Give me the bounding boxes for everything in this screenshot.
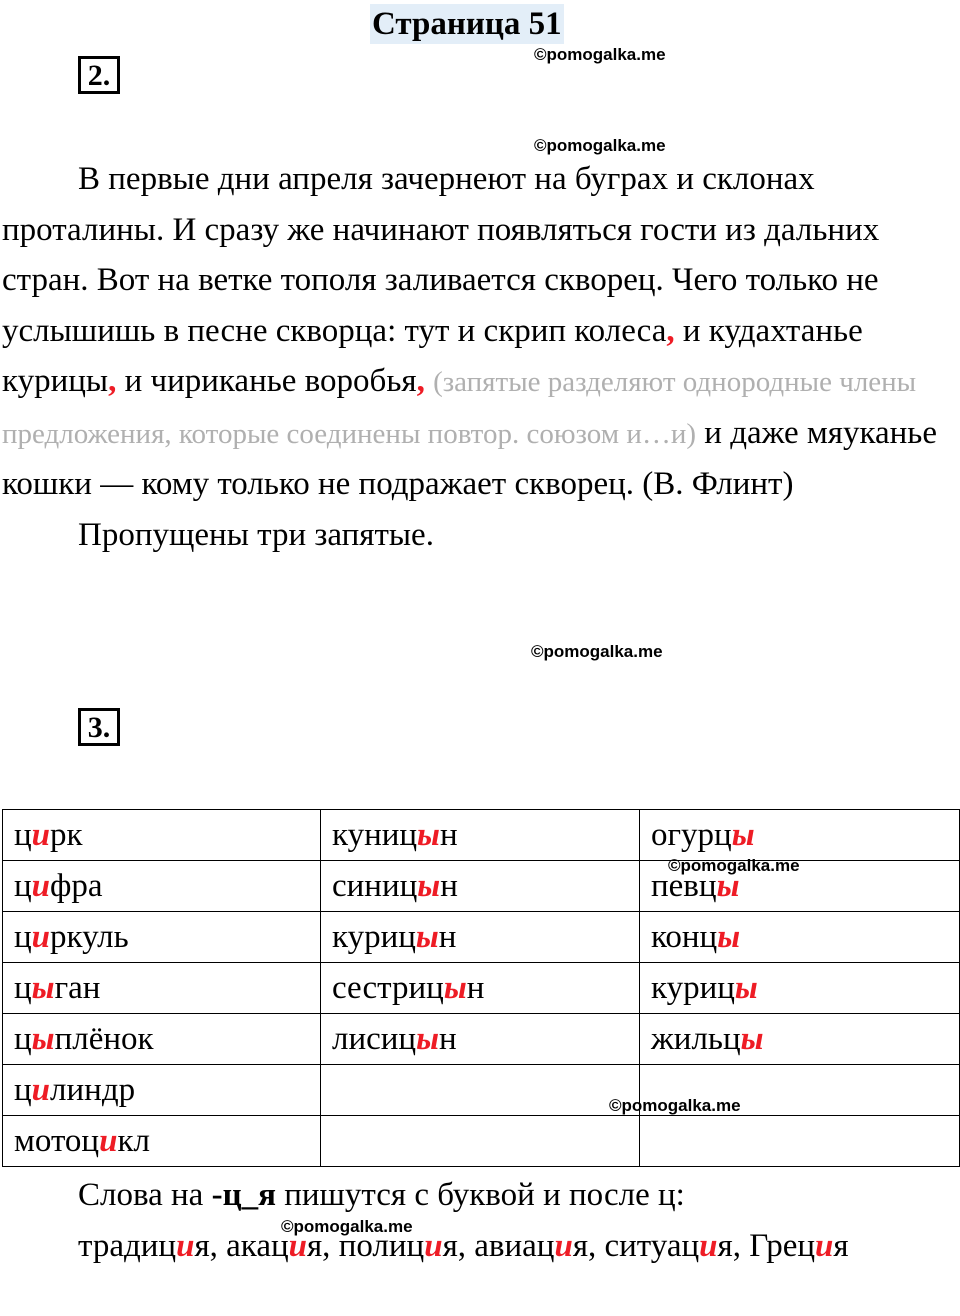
table-row	[3, 963, 960, 1014]
inserted-comma: ,	[108, 363, 117, 399]
highlighted-vowel: ы	[415, 919, 439, 955]
highlighted-vowel: ы	[716, 868, 740, 904]
exercise-2-text	[2, 154, 947, 560]
exercise-2-number: 2.	[78, 56, 120, 94]
explanation-note: (запятые разделяют однородные члены предложения, которые соединены повтор. союзом и…и)	[2, 366, 917, 450]
table-row	[3, 861, 960, 912]
word-part: н	[439, 1021, 457, 1057]
watermark: ©pomogalka.me	[531, 642, 663, 661]
watermark: ©pomogalka.me	[534, 136, 666, 155]
sentence-part: В первые дни апреля зачернеют на буграх и склонах проталины. И сразу же начинают появляться гости из дальних стран. Вот на ветке тополя заливается скворец. Чего только не услышишь в песне скворца: тут и скрип колеса	[2, 161, 880, 349]
highlighted-vowel: и	[31, 817, 51, 853]
examples-line	[2, 1221, 947, 1272]
word-part: жильц	[651, 1021, 741, 1057]
word-part: акац	[226, 1227, 289, 1264]
words-table	[2, 809, 960, 1167]
table-row	[3, 810, 960, 861]
rule-text: пишутся с буквой и после ц:	[275, 1177, 685, 1213]
highlighted-vowel: и	[699, 1227, 718, 1264]
word-part: я,	[717, 1227, 741, 1264]
word-part: я,	[442, 1227, 475, 1264]
exercise-3-number: 3.	[78, 708, 120, 746]
table-row	[3, 1116, 960, 1167]
word-part: ган	[54, 970, 101, 1006]
word-part: н	[466, 970, 485, 1006]
rule-text: Слова на	[78, 1177, 212, 1213]
word-cell	[3, 1065, 321, 1116]
highlighted-vowel: ы	[31, 970, 55, 1006]
word-part: полиц	[338, 1227, 425, 1264]
word-part: авиац	[474, 1227, 555, 1264]
highlighted-vowel: и	[31, 868, 51, 904]
word-cell	[321, 1065, 640, 1116]
word-part: традиц	[78, 1227, 177, 1264]
word-part: ситуац	[604, 1227, 700, 1264]
word-part: сестриц	[332, 970, 444, 1006]
word-part: я,	[194, 1227, 227, 1264]
word-cell	[321, 810, 640, 861]
word-part: певц	[651, 868, 717, 904]
word-part: лисиц	[332, 1021, 417, 1057]
word-part: ц	[14, 1021, 32, 1057]
word-cell	[3, 810, 321, 861]
word-cell	[640, 963, 960, 1014]
sentence-part: и кудахтанье курицы	[2, 312, 863, 399]
word-cell	[640, 810, 960, 861]
word-part: синиц	[332, 868, 418, 904]
word-part: куриц	[332, 919, 416, 955]
word-cell	[3, 861, 321, 912]
word-part: куниц	[332, 817, 418, 853]
word-part: ц	[14, 1072, 32, 1108]
word-part: линдр	[50, 1072, 136, 1108]
highlighted-vowel: и	[99, 1123, 118, 1159]
word-part: мотоц	[14, 1123, 100, 1159]
word-part: ц	[14, 868, 32, 904]
highlighted-vowel: ы	[740, 1021, 764, 1057]
word-part: конц	[651, 919, 718, 955]
watermark: ©pomogalka.me	[534, 45, 666, 64]
highlighted-vowel: и	[176, 1227, 195, 1264]
highlighted-vowel: ы	[417, 868, 441, 904]
word-cell	[321, 912, 640, 963]
word-cell	[321, 1014, 640, 1065]
word-part: огурц	[651, 817, 732, 853]
highlighted-vowel: ы	[734, 970, 758, 1006]
sentence-part: и чириканье воробья	[116, 363, 417, 399]
word-part: ц	[14, 970, 32, 1006]
inserted-comma: ,	[416, 363, 425, 399]
word-part: ц	[14, 919, 32, 955]
highlighted-vowel: и	[288, 1227, 307, 1264]
table-row	[3, 1065, 960, 1116]
exercise-2-answer: Пропущены три запятые.	[78, 516, 434, 553]
word-cell	[3, 912, 321, 963]
highlighted-vowel: ы	[443, 970, 467, 1006]
word-cell	[640, 1116, 960, 1167]
highlighted-vowel: и	[31, 919, 51, 955]
highlighted-vowel: ы	[731, 817, 755, 853]
word-part: фра	[50, 868, 103, 904]
table-row	[3, 1014, 960, 1065]
page-title: Страница 51	[372, 6, 562, 42]
word-cell	[321, 861, 640, 912]
highlighted-vowel: ы	[31, 1021, 55, 1057]
table-row	[3, 912, 960, 963]
word-cell	[321, 963, 640, 1014]
word-part: я,	[307, 1227, 339, 1264]
watermark: ©pomogalka.me	[668, 856, 800, 875]
inserted-comma: ,	[666, 312, 675, 349]
word-part: кл	[117, 1123, 150, 1159]
word-part: н	[438, 919, 457, 955]
word-part: куриц	[651, 970, 735, 1006]
highlighted-vowel: ы	[416, 1021, 440, 1057]
highlighted-vowel: и	[815, 1227, 834, 1264]
word-part: Грец	[740, 1227, 816, 1264]
highlighted-vowel: и	[424, 1227, 443, 1264]
rule-conclusion	[2, 1170, 947, 1271]
rule-suffix: -ц_я	[211, 1177, 276, 1213]
highlighted-vowel: и	[31, 1072, 51, 1108]
watermark: ©pomogalka.me	[281, 1217, 413, 1236]
word-cell	[640, 1014, 960, 1065]
exercise-2-paragraph	[2, 154, 947, 510]
word-cell	[3, 1014, 321, 1065]
word-cell	[640, 912, 960, 963]
word-cell	[321, 1116, 640, 1167]
watermark: ©pomogalka.me	[609, 1096, 741, 1115]
word-part: ц	[14, 817, 32, 853]
word-cell	[3, 1116, 321, 1167]
word-cell	[3, 963, 321, 1014]
rule-line	[2, 1170, 947, 1221]
word-part: ркуль	[50, 919, 129, 955]
sentence-part: и даже мяуканье кошки — кому только не подражает скворец. (В. Флинт)	[2, 414, 938, 502]
word-part: н	[440, 868, 458, 904]
word-part: н	[439, 817, 458, 853]
highlighted-vowel: ы	[417, 817, 440, 853]
word-part: рк	[50, 817, 83, 853]
highlighted-vowel: и	[554, 1227, 573, 1264]
word-part: я,	[572, 1227, 605, 1264]
word-part: плёнок	[54, 1021, 154, 1057]
highlighted-vowel: ы	[717, 919, 741, 955]
word-part: я	[833, 1227, 849, 1264]
